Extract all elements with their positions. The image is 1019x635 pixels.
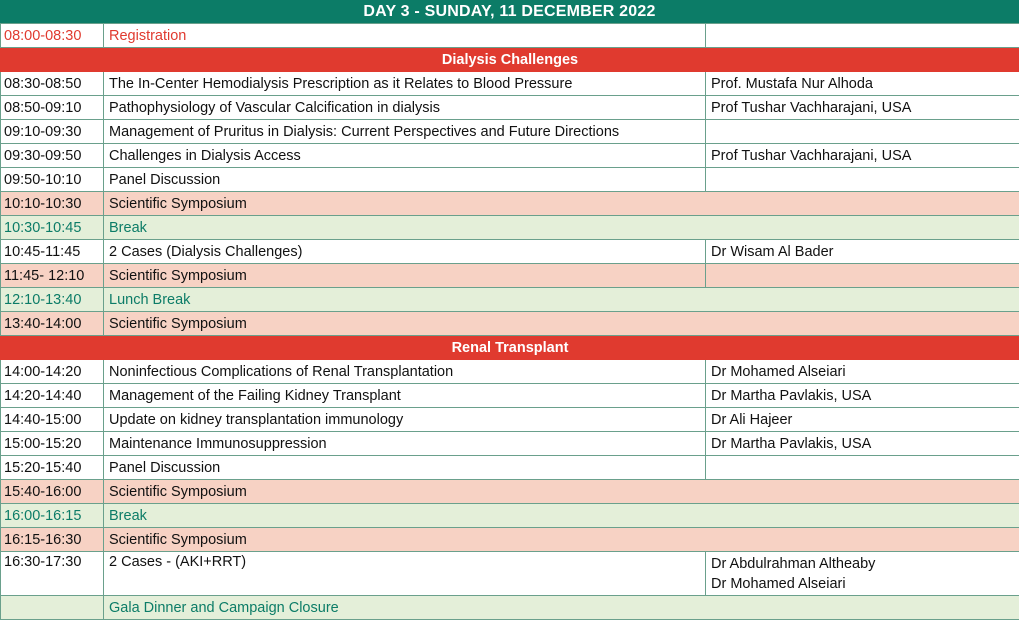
table-row bbox=[1, 596, 1019, 620]
topic-cell: Break bbox=[104, 216, 1019, 240]
topic-cell: Scientific Symposium bbox=[104, 480, 1019, 504]
time-cell: 10:30-10:45 bbox=[1, 216, 104, 240]
table-row bbox=[1, 432, 1019, 456]
table-row bbox=[1, 552, 1019, 596]
table-row bbox=[1, 120, 1019, 144]
agenda-table bbox=[0, 23, 1019, 620]
table-row bbox=[1, 144, 1019, 168]
topic-cell: Panel Discussion bbox=[104, 456, 706, 480]
topic-cell: 2 Cases - (AKI+RRT) bbox=[104, 552, 706, 596]
topic-cell: Lunch Break bbox=[104, 288, 1019, 312]
topic-cell: Pathophysiology of Vascular Calcification in dialysis bbox=[104, 96, 706, 120]
time-cell: 16:30-17:30 bbox=[1, 552, 104, 596]
topic-cell: Panel Discussion bbox=[104, 168, 706, 192]
topic-cell: Registration bbox=[104, 24, 706, 48]
time-cell: 15:20-15:40 bbox=[1, 456, 104, 480]
time-cell: 09:30-09:50 bbox=[1, 144, 104, 168]
speaker-cell: Prof Tushar Vachharajani, USA bbox=[706, 96, 1019, 120]
topic-cell: Management of Pruritus in Dialysis: Current Perspectives and Future Directions bbox=[104, 120, 706, 144]
section-title: Renal Transplant bbox=[1, 336, 1019, 360]
speaker-cell: Prof. Mustafa Nur Alhoda bbox=[706, 72, 1019, 96]
time-cell: 13:40-14:00 bbox=[1, 312, 104, 336]
topic-cell: Scientific Symposium bbox=[104, 192, 1019, 216]
time-cell: 09:10-09:30 bbox=[1, 120, 104, 144]
table-row bbox=[1, 168, 1019, 192]
speaker-cell bbox=[706, 456, 1019, 480]
topic-cell: Challenges in Dialysis Access bbox=[104, 144, 706, 168]
section-header-dialysis bbox=[1, 48, 1019, 72]
time-cell: 14:00-14:20 bbox=[1, 360, 104, 384]
table-row bbox=[1, 264, 1019, 288]
topic-cell: Scientific Symposium bbox=[104, 528, 1019, 552]
topic-cell: Gala Dinner and Campaign Closure bbox=[104, 596, 1019, 620]
topic-cell: Scientific Symposium bbox=[104, 312, 1019, 336]
table-row bbox=[1, 480, 1019, 504]
table-row bbox=[1, 456, 1019, 480]
speaker-cell: Dr Ali Hajeer bbox=[706, 408, 1019, 432]
section-header-renal bbox=[1, 336, 1019, 360]
time-cell: 15:00-15:20 bbox=[1, 432, 104, 456]
time-cell: 11:45- 12:10 bbox=[1, 264, 104, 288]
topic-cell: 2 Cases (Dialysis Challenges) bbox=[104, 240, 706, 264]
table-row bbox=[1, 24, 1019, 48]
topic-cell: Noninfectious Complications of Renal Transplantation bbox=[104, 360, 706, 384]
table-row bbox=[1, 72, 1019, 96]
speaker-cell bbox=[706, 264, 1019, 288]
time-cell: 15:40-16:00 bbox=[1, 480, 104, 504]
topic-cell: Break bbox=[104, 504, 1019, 528]
speaker-cell bbox=[706, 24, 1019, 48]
section-title: Dialysis Challenges bbox=[1, 48, 1019, 72]
speaker-cell bbox=[706, 168, 1019, 192]
table-row bbox=[1, 96, 1019, 120]
time-cell: 14:40-15:00 bbox=[1, 408, 104, 432]
speaker-cell: Dr Martha Pavlakis, USA bbox=[706, 384, 1019, 408]
time-cell: 14:20-14:40 bbox=[1, 384, 104, 408]
table-row bbox=[1, 192, 1019, 216]
table-row bbox=[1, 240, 1019, 264]
time-cell: 08:30-08:50 bbox=[1, 72, 104, 96]
topic-cell: Management of the Failing Kidney Transplant bbox=[104, 384, 706, 408]
time-cell: 08:50-09:10 bbox=[1, 96, 104, 120]
day-title: DAY 3 - SUNDAY, 11 DECEMBER 2022 bbox=[0, 0, 1019, 23]
time-cell: 09:50-10:10 bbox=[1, 168, 104, 192]
speaker-cell: Dr Martha Pavlakis, USA bbox=[706, 432, 1019, 456]
table-row bbox=[1, 360, 1019, 384]
time-cell bbox=[1, 596, 104, 620]
time-cell: 10:10-10:30 bbox=[1, 192, 104, 216]
speaker-cell: Dr Mohamed Alseiari bbox=[706, 360, 1019, 384]
speaker-name: Dr Abdulrahman Altheaby bbox=[711, 556, 876, 572]
table-row bbox=[1, 384, 1019, 408]
table-row bbox=[1, 408, 1019, 432]
table-row bbox=[1, 504, 1019, 528]
time-cell: 12:10-13:40 bbox=[1, 288, 104, 312]
speaker-cell bbox=[706, 120, 1019, 144]
table-row bbox=[1, 312, 1019, 336]
speaker-cell: Prof Tushar Vachharajani, USA bbox=[706, 144, 1019, 168]
time-cell: 08:00-08:30 bbox=[1, 24, 104, 48]
time-cell: 10:45-11:45 bbox=[1, 240, 104, 264]
topic-cell: Maintenance Immunosuppression bbox=[104, 432, 706, 456]
time-cell: 16:15-16:30 bbox=[1, 528, 104, 552]
speaker-cell: Dr Wisam Al Bader bbox=[706, 240, 1019, 264]
table-row bbox=[1, 528, 1019, 552]
speaker-name: Dr Mohamed Alseiari bbox=[711, 576, 846, 592]
time-cell: 16:00-16:15 bbox=[1, 504, 104, 528]
table-row bbox=[1, 288, 1019, 312]
topic-cell: Update on kidney transplantation immunology bbox=[104, 408, 706, 432]
speaker-cell bbox=[706, 552, 1019, 596]
topic-cell: Scientific Symposium bbox=[104, 264, 706, 288]
topic-cell: The In-Center Hemodialysis Prescription as it Relates to Blood Pressure bbox=[104, 72, 706, 96]
table-row bbox=[1, 216, 1019, 240]
